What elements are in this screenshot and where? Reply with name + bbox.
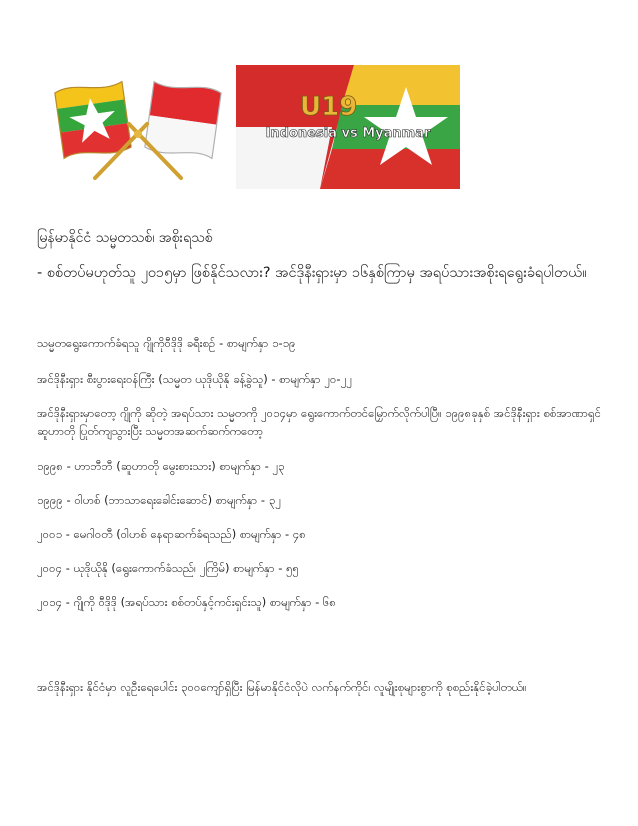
info-line: သမ္မတရွေးကောက်ခံရသူ ဂျိုကိုဝီဒိုဒို ခရီးစဉ် - စာမျက်နှာ ၁-၁၉ [37,336,296,350]
myanmar-flag [49,71,136,167]
banner-badge: U19 [300,92,358,122]
body-paragraph: အင်ဒိုနီးရှားမှာတော့ ဂျိုကို ဆိုတဲ့ အရပ်သား သမ္မတကို ၂၀၁၄မှာ ရွေးကောက်တင်မြှောက်လိုက်ပါပြီ။ ၁၉၉၈ခုနှစ် အင်ဒိုနီးရှား စစ်အာဏာရှင် ဆူဟာတို ပြုတ်ကျသွားပြီး သမ္မတအဆက်ဆက်ကတော့ [37,406,601,438]
president-list-item: ၂၀၀၄ - ယုဒိုယိုနို (ရွေးကောက်ခံသည်၊ ၂ကြိမ်) စာမျက်နှာ - ၅၅ [37,561,300,575]
banner-caption: Indonesia vs Myanmar [265,126,431,141]
lead-paragraph: - စစ်တပ်မဟုတ်သူ ၂၀၁၅မှာ ဖြစ်နိုင်သလား? အင်ဒိုနီးရှားမှာ ၁၆နှစ်ကြာမှ အရပ်သားအစိုးရရွေးခံရပါတယ်။ [37,265,587,281]
crossed-flags-image [45,66,231,184]
president-list-item: ၁၉၉၈ - ဟာဘီဘီ (ဆူဟာတို မွေးစားသား) စာမျက်နှာ - ၂၃ [37,459,285,473]
president-list-item: ၂၀၀၁ - မေဂါဝတီ (ဝါဟစ် နေရာဆက်ခံရသည်) စာမျက်နှာ - ၄၈ [37,527,306,541]
info-line: အင်ဒိုနီးရှား စီးပွားရေးဝန်ကြီး (သမ္မတ ယုဒိုယိုနို ခန့်ခွဲသူ) - စာမျက်နှာ ၂၀-၂၂ [37,372,352,386]
president-list-item: ၁၉၉၉ - ဝါဟစ် (ဘာသာရေးခေါင်းဆောင်) စာမျက်နှာ - ၃၂ [37,493,281,507]
closing-paragraph: အင်ဒိုနီးရှား နိုင်ငံမှာ လူဦးရေပေါင်း ၃၀၀ကျော်ရှိပြီး မြန်မာနိုင်ငံလိုပဲ လက်နက်ကိုင်၊ လူမျိုးစုများစွာကို စုစည်းနိုင်ခဲ့ပါတယ်။ [37,680,527,694]
president-list-item: ၂၀၁၄ - ဂျိုကို ဝီဒိုဒို (အရပ်သား စစ်တပ်နှင့်ကင်းရှင်းသူ) စာမျက်နှာ - ၆၈ [37,595,336,609]
match-banner-image [236,65,460,189]
indonesia-flag [139,71,227,169]
page-title: မြန်မာနိုင်ငံ သမ္မတသစ်၊ အစိုးရသစ် [37,230,213,246]
